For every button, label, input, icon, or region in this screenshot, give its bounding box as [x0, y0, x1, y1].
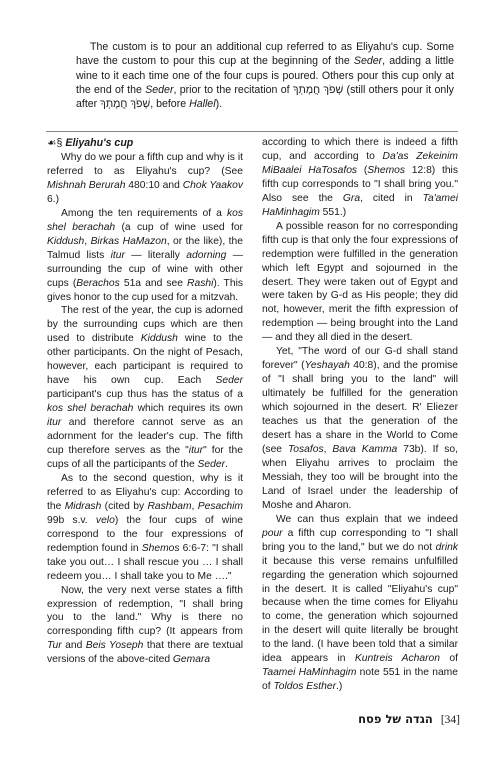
hebrew-phrase: שְׁפֹךְ חֲמָתְךָ: [100, 98, 151, 111]
page-footer: [300, 712, 460, 726]
paragraph: Why do we pour a fifth cup and why is it referred to as Eliyahu's cup? (See Mishnah Berurah 480:10 and Chok Yaakov 6.): [47, 152, 243, 205]
section-divider: [46, 131, 458, 132]
paragraph: Yet, "The word of our G-d shall stand forever" (Yeshayah 40:8), and the promise of "I shall bring you to the land" will ultimately be fulfilled for the generation which sojourned in the desert. R' Eliezer teaches us that the generation of the desert has a share in the World to Come (see Tosafos, Bava Kamma 73b). If so, when Eliyahu arrives to proclaim the Messiah, they too will be brought into the Land of Israel under the leadership of Moshe and Aharon.: [262, 346, 459, 511]
paragraph: A possible reason for no corresponding fifth cup is that only the four expressions of redemption were fulfilled in the generation which left Egypt and sojourned in the desert. They were taken out of Egypt and were taken by G-d as His people; they did not, however, merit the fifth expression of redemption — being brought into the Land — and they all died in the desert.: [262, 220, 458, 344]
section-heading-title: Eliyahu's cup: [65, 137, 134, 149]
paragraph-continued: according to which there is indeed a fifth cup, and according to Da'as Zekeinim MiBaalei HaTosafos (Shemos 12:8) this fifth cup corresponds to "I shall bring you." Also see the Gra, cited in Ta'amei HaMinhagim 551.): [262, 137, 458, 218]
right-column: [262, 136, 458, 694]
intro-paragraph: The custom is to pour an additional cup referred to as Eliyahu's cup. Some have the custom to pour this cup at the beginning of the Seder, adding a little wine to it each time one of the four cups is poured. Others pour this cup only at the end of the Seder, prior to the recitation of שְׁפֹךְ חֲמָתְךָ (still others pour it only after שְׁפֹךְ חֲמָתְךָ, before Hallel).: [76, 41, 454, 111]
paragraph: We can thus explain that we indeed pour a fifth cup corresponding to "I shall bring you to the land," but we do not drink it because this verse remains unfulfilled regarding the generation which sojourned in the desert. It is called "Eliyahu's cup" because when the time comes for Eliyahu to come, the generation which sojourned in the desert will quite literally be brought to the land. (I have been told that a similar idea appears in Kuntreis Acharon of Taamei HaMinhagim note 551 in the name of Toldos Esther.): [262, 513, 458, 693]
ornament-icon: ☙§: [47, 137, 63, 149]
paragraph: The rest of the year, the cup is adorned by the surrounding cups which are then used to distribute Kiddush wine to the other participants. On the night of Pesach, however, each participant is required to have his own cup. Each Seder participant's cup thus has the status of a kos shel berachah which requires its own itur and therefore cannot serve as an adornment for the leader's cup. The fifth cup therefore serves as the "itur" for the cups of all the participants of the Seder.: [47, 305, 243, 470]
running-title: הגדה של פסח: [358, 712, 433, 726]
paragraph: Among the ten requirements of a kos shel berachah (a cup of wine used for Kiddush, Birkas HaMazon, or the like), the Talmud lists itur — literally adorning — surrounding the cup of wine with other cups (Berachos 51a and see Rashi). This gives honor to the cup used for a mitzvah.: [47, 207, 244, 303]
paragraph: As to the second question, why is it referred to as Eliyahu's cup: According to the Midrash (cited by Rashbam, Pesachim 99b s.v. velo) the four cups of wine correspond to the four expressions of redemption found in Shemos 6:6-7: "I shall take you out… I shall rescue you … I shall redeem you… I shall take you to Me ….": [47, 472, 244, 582]
page-number: [34]: [440, 714, 460, 726]
hebrew-phrase: שְׁפֹךְ חֲמָתְךָ: [292, 83, 344, 96]
paragraph: Now, the very next verse states a fifth expression of redemption, "I shall bring you to the land." Why is there no corresponding fifth cup? (It appears from Tur and Beis Yoseph that there are textual versions of the above-cited Gemara: [47, 584, 244, 666]
section-heading: [47, 136, 243, 150]
left-column: [47, 136, 243, 667]
